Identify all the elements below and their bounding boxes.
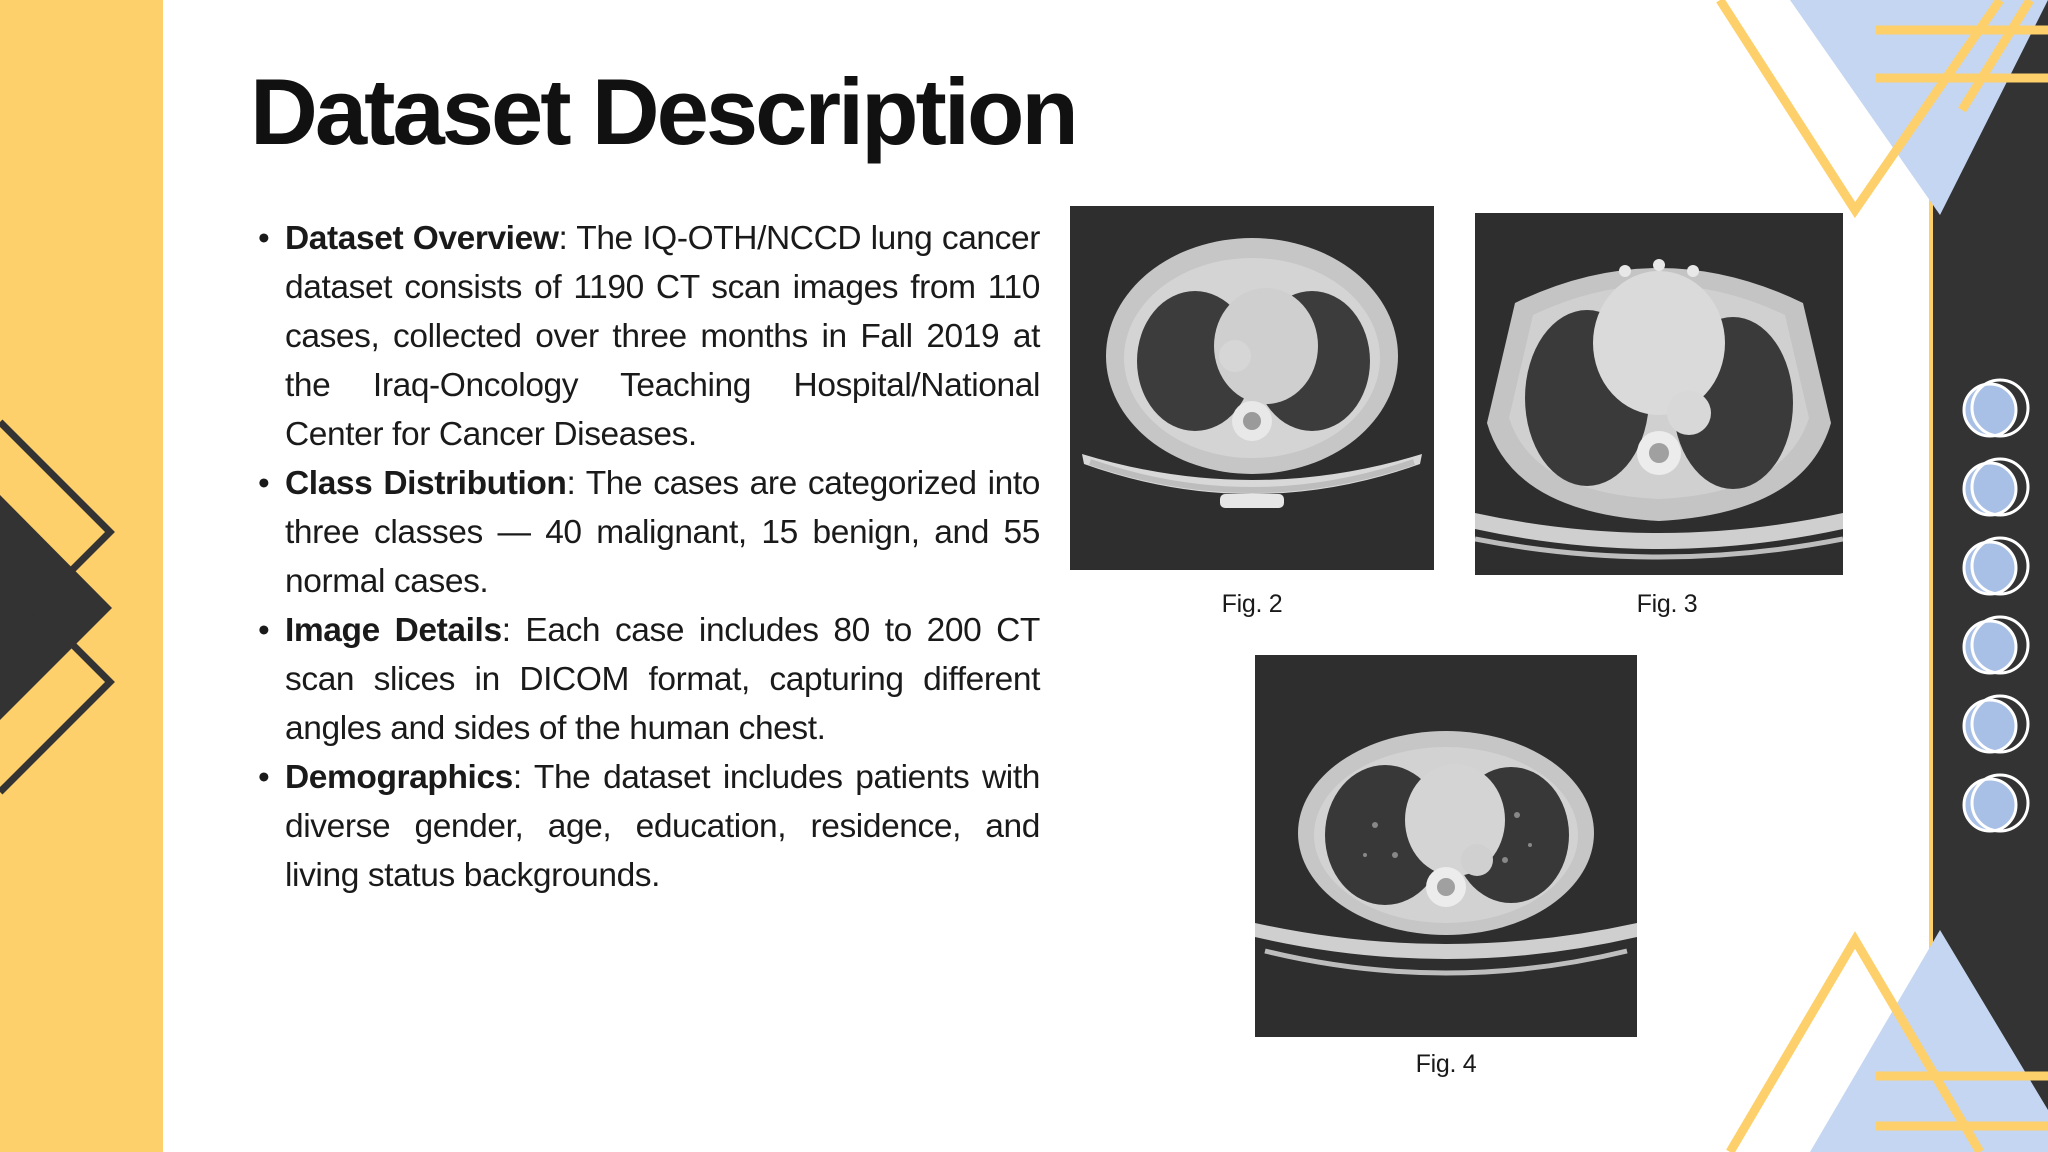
bullet-list xyxy=(258,214,1040,900)
bullet-text: : The cases are categorized into three classes — 40 malignant, 15 benign, and 55 normal cases. xyxy=(285,465,1040,600)
bullet-dataset-overview xyxy=(258,214,1040,459)
slide-title: Dataset Description xyxy=(250,59,1076,164)
bullet-dot: • xyxy=(258,465,270,502)
figure-3-ct-scan xyxy=(1475,213,1843,575)
figure-2-caption: Fig. 2 xyxy=(1221,590,1283,618)
bullet-heading: Image Details xyxy=(285,612,502,649)
bullet-dot: • xyxy=(258,220,270,257)
bullet-class-distribution xyxy=(258,459,1040,606)
bullet-dot: • xyxy=(258,612,270,649)
figure-3-caption: Fig. 3 xyxy=(1636,590,1698,618)
figure-4-caption: Fig. 4 xyxy=(1415,1050,1477,1078)
bottom-right-triangle-decoration xyxy=(1700,930,2048,1152)
bullet-text: : Each case includes 80 to 200 CT scan slices in DICOM format, capturing different angles and sides of the human chest. xyxy=(285,612,1040,747)
bullet-text: : The dataset includes patients with diverse gender, age, education, residence, and living status backgrounds. xyxy=(285,759,1040,894)
bullet-heading: Demographics xyxy=(285,759,513,796)
figure-4-ct-scan xyxy=(1255,655,1637,1037)
bullet-heading: Dataset Overview xyxy=(285,220,559,257)
figure-2-ct-scan xyxy=(1070,206,1434,570)
top-right-triangle-decoration xyxy=(1700,0,2048,230)
ct-scan-image xyxy=(1070,206,1434,570)
bullet-image-details xyxy=(258,606,1040,753)
bullet-dot: • xyxy=(258,759,270,796)
bullet-text: : The IQ-OTH/NCCD lung cancer dataset consists of 1190 CT scan images from 110 cases, collected over three months in Fall 2019 at the Iraq-Oncology Teaching Hospital/National Center for Cancer Diseases. xyxy=(285,220,1040,453)
bullet-heading: Class Distribution xyxy=(285,465,567,502)
left-chevron-decoration xyxy=(0,400,163,820)
bullet-demographics xyxy=(258,753,1040,900)
ct-scan-image xyxy=(1255,655,1637,1037)
circle-decoration-column xyxy=(1950,378,2030,838)
ct-scan-image xyxy=(1475,213,1843,575)
